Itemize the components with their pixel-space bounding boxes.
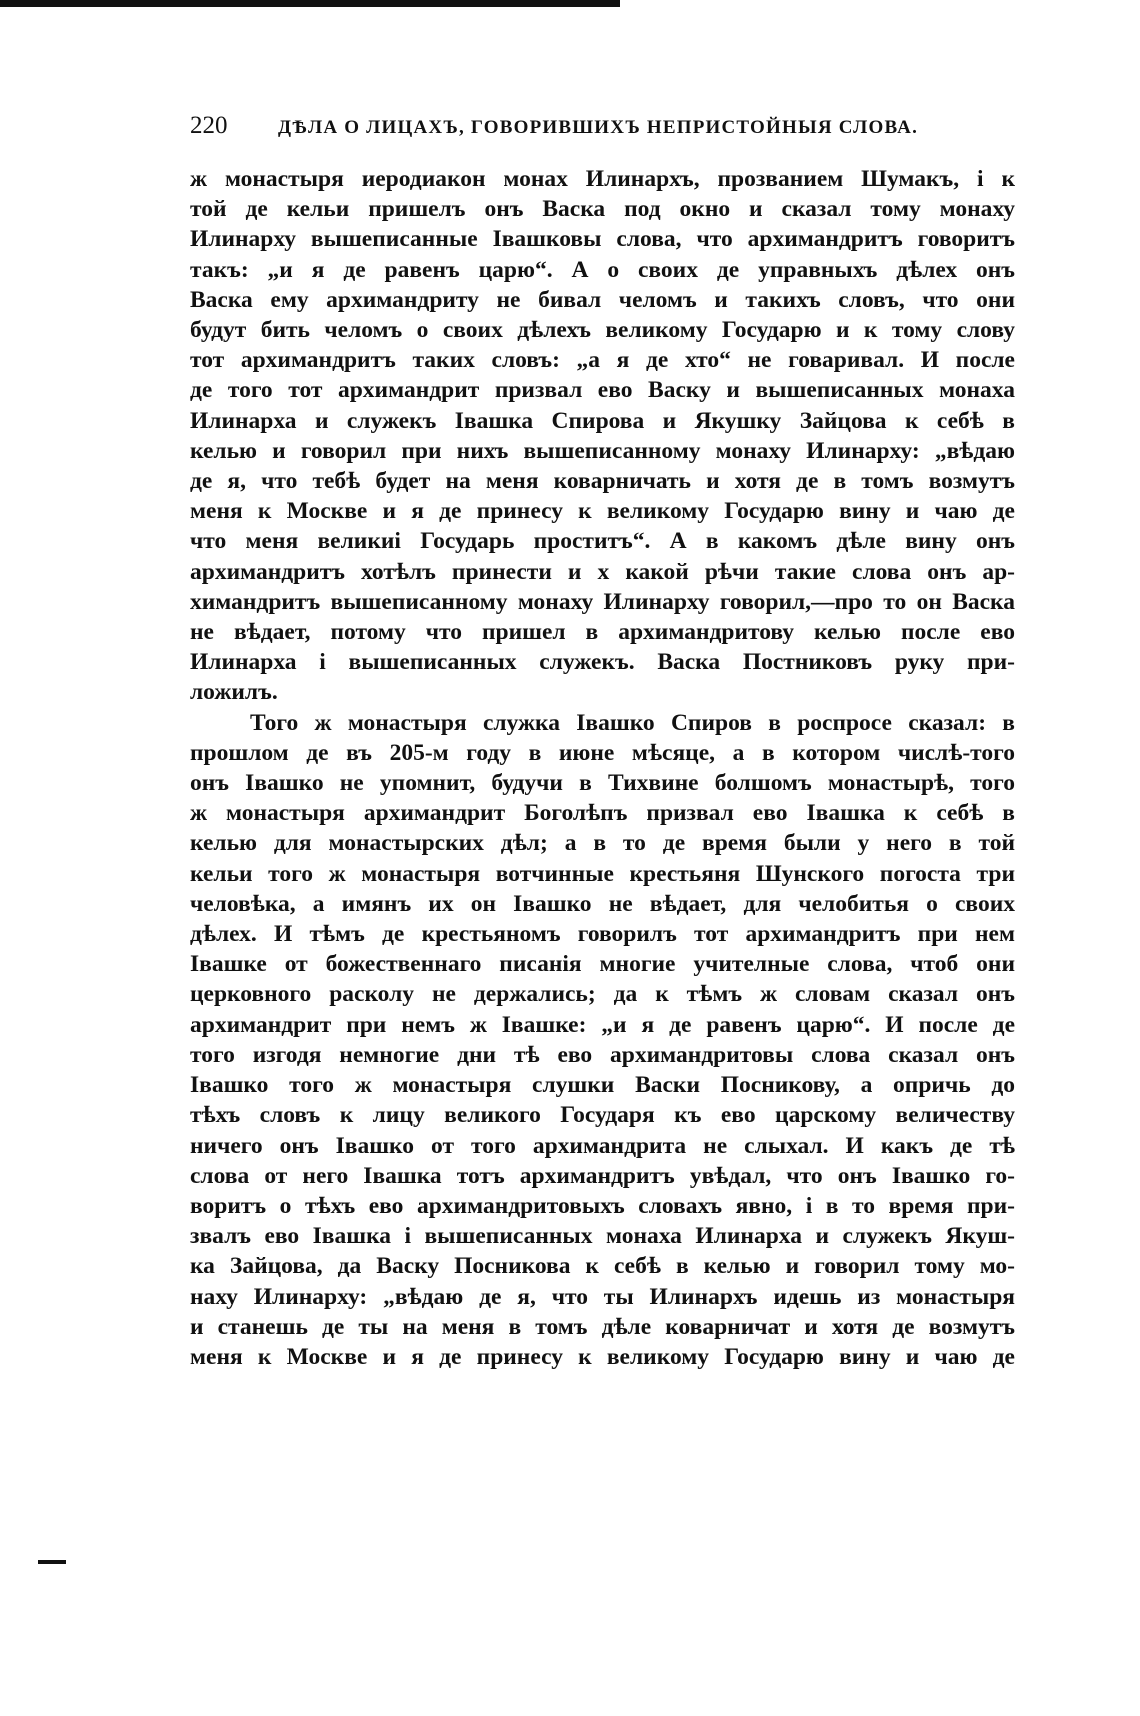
- text-line: меня к Москве и я де принесу к великому Государю вину и чаю де: [190, 1343, 1015, 1370]
- scan-edge-mark: [38, 1560, 66, 1564]
- text-line: слова от него Івашка тотъ архимандритъ увѣдал, что онъ Івашко го-: [190, 1162, 1015, 1189]
- text-line: де я, что тебѣ будет на меня коварничать и хотя де в томъ возмутъ: [190, 468, 1015, 495]
- text-line: меня к Москве и я де принесу к великому Государю вину и чаю де: [190, 498, 1015, 525]
- running-head: [190, 112, 1015, 156]
- text-line: не вѣдает, потому что пришел в архимандритову келью после ево: [190, 619, 1015, 646]
- text-line: химандритъ вышеписанному монаху Илинарху говорил,—про то он Васка: [190, 588, 1015, 615]
- text-line: наху Илинарху: „вѣдаю де я, что ты Илинархъ идешь из монастыря: [190, 1283, 1015, 1310]
- scan-top-border: [0, 0, 620, 7]
- paragraph-1: [190, 164, 1015, 708]
- text-line: онъ Івашко не упомнит, будучи в Тихвине болшомъ монастырѣ, того: [190, 770, 1015, 797]
- text-line: Івашко того ж монастыря слушки Васки Посникову, а опричь до: [190, 1072, 1015, 1099]
- book-page: [190, 112, 1015, 1372]
- text-line: ложилъ.: [190, 679, 278, 706]
- text-line: Васка ему архимандриту не бивал челомъ и такихъ словъ, что они: [190, 286, 1015, 313]
- text-line: ка Зайцова, да Васку Посникова к себѣ в келью и говорил тому мо-: [190, 1253, 1015, 1280]
- text-line: Илинарха и служекъ Івашка Спирова и Якушку Зайцова к себѣ в: [190, 407, 1015, 434]
- text-line: человѣка, а имянъ их он Івашко не вѣдает, для челобитья о своих: [190, 890, 1015, 917]
- text-line: архимандрит при немъ ж Івашке: „и я де равенъ царю“. И после де: [190, 1011, 1015, 1038]
- text-line: того изгодя немногие дни тѣ ево архимандритовы слова сказал онъ: [190, 1041, 1015, 1068]
- text-line: церковного расколу не держались; да к тѣмъ ж словам сказал онъ: [190, 981, 1015, 1008]
- text-line: прошлом де въ 205-м году в июне мѣсяце, а в котором числѣ-того: [190, 739, 1015, 766]
- text-line: той де кельи пришелъ онъ Васка под окно и сказал тому монаху: [190, 196, 1015, 223]
- text-line: звалъ ево Івашка і вышеписанных монаха Илинарха и служекъ Якуш-: [190, 1223, 1015, 1250]
- text-line: ж монастыря архимандрит Боголѣпъ призвал ево Івашка к себѣ в: [190, 800, 1015, 827]
- paragraph-2: [190, 708, 1015, 1372]
- text-line: Илинарху вышеписанные Івашковы слова, что архимандритъ говоритъ: [190, 226, 1015, 253]
- text-line: ничего онъ Івашко от того архимандрита не слыхал. И какъ де тѣ: [190, 1132, 1015, 1159]
- text-line: тѣхъ словъ к лицу великого Государя къ ево царскому величеству: [190, 1102, 1015, 1129]
- text-line: ж монастыря иеродиакон монах Илинархъ, прозванием Шумакъ, і к: [190, 166, 1015, 192]
- text-line: что меня великиі Государь проститъ“. А в какомъ дѣле вину онъ: [190, 528, 1015, 555]
- text-line: кельи того ж монастыря вотчинные крестьяня Шунского погоста три: [190, 860, 1015, 887]
- text-line: и станешь де ты на меня в томъ дѣле коварничат и хотя де возмутъ: [190, 1313, 1015, 1340]
- text-line: Того ж монастыря служка Івашко Спиров в роспросе сказал: в: [250, 709, 1015, 736]
- page-number: 220: [190, 112, 228, 139]
- text-line: архимандритъ хотѣлъ принести и х какой рѣчи такие слова онъ ар-: [190, 558, 1015, 585]
- text-line: де того тот архимандрит призвал ево Васку и вышеписанных монаха: [190, 377, 1015, 404]
- text-line: Илинарха і вышеписанных служекъ. Васка Постниковъ руку при-: [190, 649, 1015, 676]
- text-line: келью для монастырских дѣл; а в то де время были у него в той: [190, 830, 1015, 857]
- text-line: келью и говорил при нихъ вышеписанному монаху Илинарху: „вѣдаю: [190, 437, 1015, 464]
- text-line: Івашке от божественнаго писанія многие учителные слова, чтоб они: [190, 951, 1015, 978]
- text-line: дѣлех. И тѣмъ де крестьяномъ говорилъ тот архимандритъ при нем: [190, 921, 1015, 948]
- text-line: тот архимандритъ таких словъ: „а я де хто“ не говаривал. И после: [190, 347, 1015, 374]
- text-line: воритъ о тѣхъ ево архимандритовыхъ словахъ явно, і в то время при-: [190, 1192, 1015, 1219]
- text-line: будут бить челомъ о своих дѣлехъ великому Государю и к тому слову: [190, 317, 1015, 344]
- running-title: ДѢЛА О ЛИЦАХЪ, ГОВОРИВШИХЪ НЕПРИСТОЙНЫЯ СЛОВА.: [278, 117, 919, 138]
- text-line: такъ: „и я де равенъ царю“. А о своих де управныхъ дѣлех онъ: [190, 256, 1015, 283]
